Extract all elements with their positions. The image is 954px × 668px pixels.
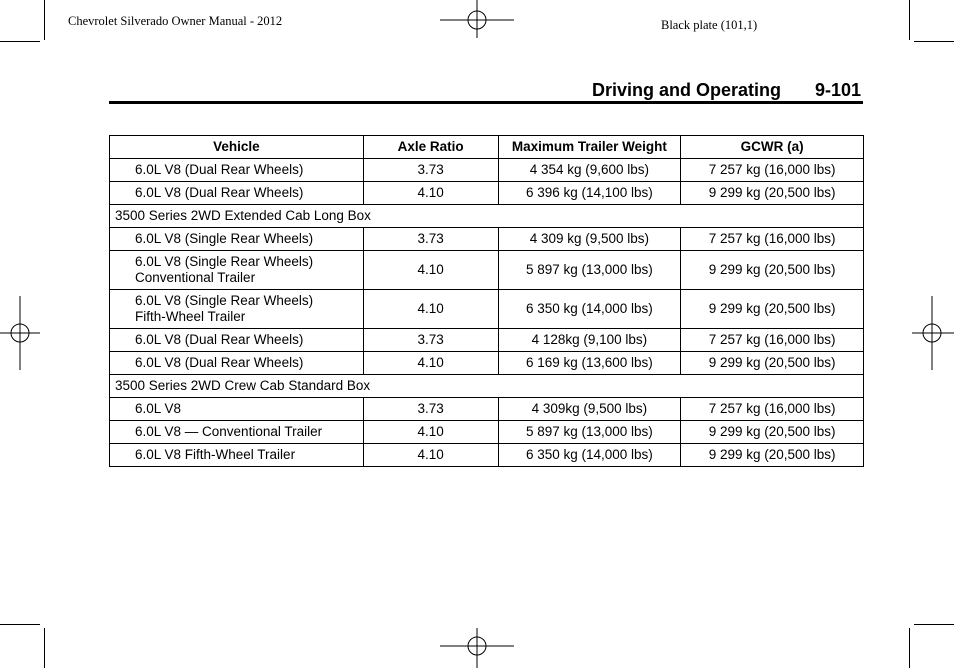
registration-mark-right xyxy=(910,296,954,372)
trailer-weight-cell: 6 350 kg (14,000 lbs) xyxy=(498,290,681,329)
column-header-max-trailer-weight: Maximum Trailer Weight xyxy=(498,136,681,159)
trailer-weight-cell: 6 169 kg (13,600 lbs) xyxy=(498,352,681,375)
table-row xyxy=(110,421,864,444)
column-header-axle-ratio: Axle Ratio xyxy=(363,136,498,159)
trailer-weight-cell: 5 897 kg (13,000 lbs) xyxy=(498,251,681,290)
vehicle-cell xyxy=(110,251,364,290)
gcwr-cell: 7 257 kg (16,000 lbs) xyxy=(681,159,864,182)
vehicle-line: 6.0L V8 (Single Rear Wheels) xyxy=(135,254,314,269)
vehicle-cell xyxy=(110,352,364,375)
axle-ratio-cell: 4.10 xyxy=(363,182,498,205)
vehicle-cell xyxy=(110,421,364,444)
column-header-vehicle: Vehicle xyxy=(110,136,364,159)
vehicle-cell xyxy=(110,329,364,352)
registration-mark-top xyxy=(440,0,516,42)
registration-mark-left xyxy=(0,296,44,372)
table-row xyxy=(110,251,864,290)
gcwr-cell: 9 299 kg (20,500 lbs) xyxy=(681,182,864,205)
vehicle-line: Conventional Trailer xyxy=(135,270,256,285)
table-group-row xyxy=(110,205,864,228)
table-row xyxy=(110,398,864,421)
table-row xyxy=(110,444,864,467)
trailer-weight-cell: 4 128kg (9,100 lbs) xyxy=(498,329,681,352)
vehicle-cell xyxy=(110,398,364,421)
trailer-weight-cell: 4 309kg (9,500 lbs) xyxy=(498,398,681,421)
vehicle-cell xyxy=(110,228,364,251)
header-rule xyxy=(109,101,863,104)
axle-ratio-cell: 4.10 xyxy=(363,444,498,467)
vehicle-cell xyxy=(110,444,364,467)
vehicle-cell xyxy=(110,290,364,329)
trailer-weight-table xyxy=(109,135,864,467)
column-header-gcwr: GCWR (a) xyxy=(681,136,864,159)
group-label: 3500 Series 2WD Extended Cab Long Box xyxy=(110,205,864,228)
vehicle-line: 6.0L V8 (Dual Rear Wheels) xyxy=(135,185,304,200)
vehicle-line: 6.0L V8 (Dual Rear Wheels) xyxy=(135,355,304,370)
table-group-row xyxy=(110,375,864,398)
table-row xyxy=(110,329,864,352)
axle-ratio-cell: 3.73 xyxy=(363,228,498,251)
group-label: 3500 Series 2WD Crew Cab Standard Box xyxy=(110,375,864,398)
table-row xyxy=(110,352,864,375)
trailer-weight-cell: 6 396 kg (14,100 lbs) xyxy=(498,182,681,205)
gcwr-cell: 9 299 kg (20,500 lbs) xyxy=(681,444,864,467)
trailer-weight-cell: 5 897 kg (13,000 lbs) xyxy=(498,421,681,444)
table-header-row xyxy=(110,136,864,159)
table-row xyxy=(110,159,864,182)
vehicle-line: 6.0L V8 (Single Rear Wheels) xyxy=(135,293,314,308)
vehicle-cell xyxy=(110,182,364,205)
registration-mark-bottom xyxy=(440,628,516,668)
manual-title: Chevrolet Silverado Owner Manual - 2012 xyxy=(68,14,283,28)
gcwr-cell: 7 257 kg (16,000 lbs) xyxy=(681,398,864,421)
vehicle-cell xyxy=(110,159,364,182)
table-row xyxy=(110,228,864,251)
trailer-weight-cell: 4 309 kg (9,500 lbs) xyxy=(498,228,681,251)
gcwr-cell: 9 299 kg (20,500 lbs) xyxy=(681,290,864,329)
table-row xyxy=(110,182,864,205)
axle-ratio-cell: 3.73 xyxy=(363,398,498,421)
axle-ratio-cell: 3.73 xyxy=(363,159,498,182)
vehicle-line: 6.0L V8 (Dual Rear Wheels) xyxy=(135,332,304,347)
gcwr-cell: 9 299 kg (20,500 lbs) xyxy=(681,352,864,375)
trailer-weight-cell: 6 350 kg (14,000 lbs) xyxy=(498,444,681,467)
axle-ratio-cell: 4.10 xyxy=(363,251,498,290)
vehicle-line: 6.0L V8 Fifth-Wheel Trailer xyxy=(135,447,296,462)
gcwr-cell: 9 299 kg (20,500 lbs) xyxy=(681,251,864,290)
page-number: 9-101 xyxy=(815,80,862,100)
axle-ratio-cell: 4.10 xyxy=(363,352,498,375)
axle-ratio-cell: 3.73 xyxy=(363,329,498,352)
vehicle-line: 6.0L V8 (Dual Rear Wheels) xyxy=(135,162,304,177)
plate-label: Black plate (101,1) xyxy=(661,18,758,32)
trailer-weight-cell: 4 354 kg (9,600 lbs) xyxy=(498,159,681,182)
vehicle-line: 6.0L V8 xyxy=(135,401,182,416)
section-title: Driving and Operating xyxy=(592,80,782,100)
gcwr-cell: 7 257 kg (16,000 lbs) xyxy=(681,329,864,352)
gcwr-cell: 9 299 kg (20,500 lbs) xyxy=(681,421,864,444)
table-body xyxy=(110,159,864,467)
gcwr-cell: 7 257 kg (16,000 lbs) xyxy=(681,228,864,251)
vehicle-line: Fifth-Wheel Trailer xyxy=(135,309,246,324)
axle-ratio-cell: 4.10 xyxy=(363,290,498,329)
axle-ratio-cell: 4.10 xyxy=(363,421,498,444)
table-row xyxy=(110,290,864,329)
vehicle-line: 6.0L V8 (Single Rear Wheels) xyxy=(135,231,314,246)
vehicle-line: 6.0L V8 — Conventional Trailer xyxy=(135,424,323,439)
